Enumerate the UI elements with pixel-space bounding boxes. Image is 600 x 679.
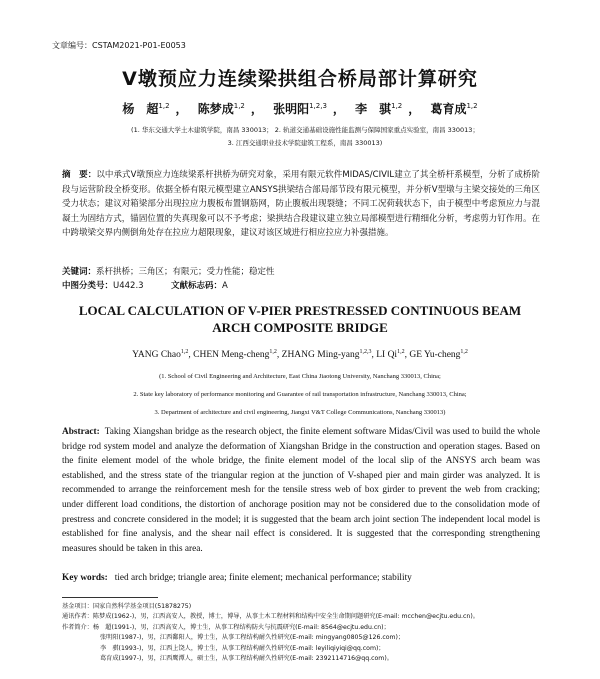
abstract-en-label: Abstract: — [62, 427, 100, 437]
abstract-chinese — [62, 168, 540, 241]
abstract-cn-label: 摘 要： — [62, 170, 97, 180]
keywords-english — [62, 573, 412, 583]
author-cn: 张明阳$^{1,2,3}$ — [273, 102, 327, 116]
abstract-en-text: Taking Xiangshan bridge as the research object, the finite element software Midas/Civil was used to build the whole bridge rod system model and analyze the deformation of Xiangshan Bridge in the construction and operation stages. Based on the finite element model of the whole bridge, the finite element model of the local slip of the ANSYS arch beam was established, and the stress state of the triangular region at the junction of V-shaped pier and main girder was analyzed. It is recommended to arrange the reinforcement mesh for the tensile stress web of box girder to prevent the web from cracking; under different load conditions, the distortion of anchorage position may not be considered due to the consolidation mode of prestress and concrete considered in the model; it is suggested that the beam arch joint section The independent local model is established for fine analysis, and the shear nail effect is considered. It is suggested that the corresponding strengthening measures should be taken in this area. — [62, 427, 540, 554]
doc-code-value: A — [222, 281, 228, 291]
author-cn: 杨 超$^{1,2}$ — [122, 102, 170, 116]
author-en: ZHANG Ming-yang$^{1,2,3}$ — [281, 349, 372, 361]
article-number: 文章编号：CSTAM2021-P01-E0053 — [52, 41, 186, 50]
keywords-en-text: tied arch bridge; triangle area; finite element; mechanical performance; stability — [114, 573, 412, 583]
affiliations-chinese — [70, 124, 540, 150]
abstract-english — [62, 425, 540, 556]
author-en: GE Yu-cheng$^{1,2}$ — [409, 349, 468, 361]
footnote-author: 葛育成(1997-)，男，江西鹰潭人，硕士生，从事工程结构耐久性研究(E-mail: 2392114716@qq.com)。 — [100, 655, 393, 663]
keywords-cn-label: 关键词： — [62, 267, 97, 277]
classification-chinese — [62, 279, 228, 291]
abstract-cn-text: 以中承式V墩预应力连续梁系杆拱桥为研究对象，采用有限元软件MIDAS/CIVIL建立了其全桥杆系模型，分析了成桥阶段与运营阶段全桥变形。依据全桥有限元模型建立ANSYS拱梁结合部局部节段有限元模型，并分析V型墩与主梁交接处的三角区受力状态；建议对箱梁部分出现拉应力腹板布置钢筋网，防止腹板出现裂缝；不同工况荷载状态下，由于模型中考虑预应力与混凝土为固结方式，锚固位置的失真现象可以不予考虑；梁拱结合段建议建立独立局部模型进行精细化分析，考虑剪力钉作用。在中跨墩梁交界内侧倒角处存在拉应力超限现象，建议对该区域进行相应拉应力补强措施。 — [62, 170, 540, 239]
author-en: LI Qi$^{1,2}$ — [376, 349, 405, 361]
keywords-cn-text: 系杆拱桥；三角区；有限元；受力性能；稳定性 — [96, 267, 275, 277]
author-cn: 陈梦成$^{1,2}$ — [197, 102, 245, 116]
author-en: CHEN Meng-cheng$^{1,2}$ — [193, 349, 277, 361]
keywords-en-label: Key words: — [62, 573, 108, 583]
title-en-line: ARCH COMPOSITE BRIDGE — [212, 320, 388, 335]
footnote-author: 张明阳(1987-)，男，江西鄱阳人，博士生，从事工程结构耐久性研究(E-mail: mingyang0805@126.com)； — [100, 634, 405, 642]
footnotes — [62, 602, 540, 664]
title-chinese: V墩预应力连续梁拱组合桥局部计算研究 — [122, 68, 478, 90]
affiliation-en-line: 3. Department of architecture and civil engineering, Jiangxi V&T College Communications, Nanchang 330013) — [154, 409, 446, 416]
affiliation-line: (1. 华东交通大学土木建筑学院，南昌 330013； 2. 轨道交通基础设施性能监测与保障国家重点实验室，南昌 330013； — [131, 126, 479, 134]
cls-value: U442.3 — [113, 281, 144, 291]
affiliation-en-line: (1. School of Civil Engineering and Architecture, East China Jiaotong University, Nanchang 330013, China; — [159, 373, 441, 380]
cls-label: 中图分类号： — [62, 281, 114, 291]
keywords-chinese — [62, 265, 275, 277]
author-cn: 葛育成$^{1,2}$ — [430, 102, 478, 116]
affiliation-line: 3. 江西交通职业技术学院建筑工程系，南昌 330013) — [227, 139, 383, 147]
authors-chinese: 杨 超$^{1,2}$ ， 陈梦成$^{1,2}$ ， 张明阳$^{1,2,3}$ ， 李 骐$^{1,2}$ ， 葛育成$^{1,2}$ — [122, 102, 478, 116]
footnote-funding: 基金项目：国家自然科学基金项目(51878275) — [62, 603, 192, 610]
affiliation-en-line: 2. State key laboratory of performance monitoring and Guarantee of rail transportation infrastructure, Nanchang 330013, China; — [133, 391, 467, 398]
footnote-author: 作者简介：杨 超(1991-)，男，江西高安人，博士生，从事工程结构防火与抗震研究(E-mail: 8564@ecjtu.edu.cn)； — [62, 623, 390, 631]
footnote-author: 李 骐(1993-)，男，江西上饶人，博士生，从事工程结构耐久性研究(E-mail: leyiliqiyiqi@qq.com)； — [100, 644, 385, 652]
footnote-corresponding: 通讯作者：陈梦成(1962-)，男，江西高安人，教授，博士，博导，从事土木工程材料和结构中安全生命期问题研究(E-mail: mcchen@ecjtu.edu.cn)。 — [62, 613, 479, 621]
author-cn: 李 骐$^{1,2}$ — [355, 102, 403, 116]
doc-code-label: 文献标志码： — [170, 281, 222, 291]
title-english — [0, 302, 600, 336]
footnote-divider — [62, 597, 158, 598]
affiliations-english — [40, 368, 560, 422]
author-en: YANG Chao$^{1,2}$ — [132, 349, 189, 361]
title-en-line: LOCAL CALCULATION OF V-PIER PRESTRESSED CONTINUOUS BEAM — [78, 303, 522, 318]
authors-english: YANG Chao$^{1,2}$, CHEN Meng-cheng$^{1,2}$, ZHANG Ming-yang$^{1,2,3}$, LI Qi$^{1,2}$, GE Yu-cheng$^{1,2}$ — [132, 349, 468, 361]
